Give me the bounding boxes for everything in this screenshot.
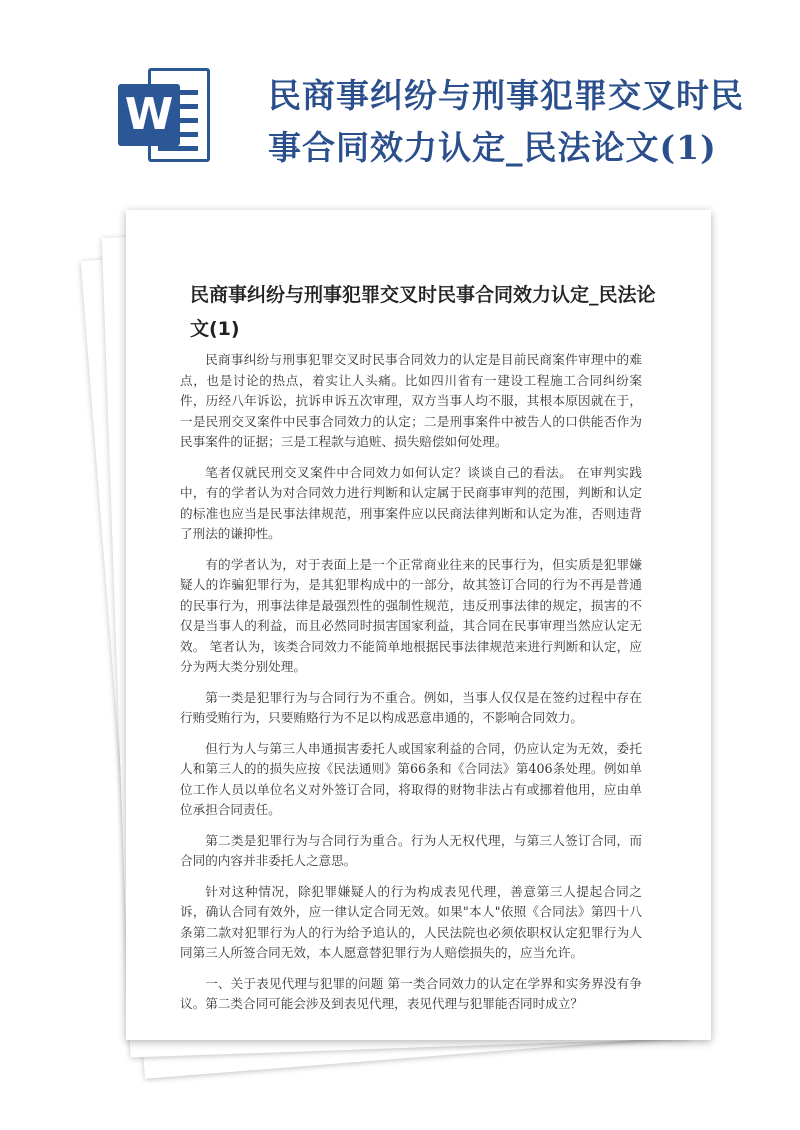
paragraph: 第一类是犯罪行为与合同行为不重合。例如，当事人仅仅是在签约过程中存在行贿受贿行为，只要贿赂行为不足以构成恶意串通的，不影响合同效力。 (180, 689, 642, 725)
word-line-icon (158, 146, 198, 151)
paragraph: 第二类是犯罪行为与合同行为重合。行为人无权代理，与第三人签订合同，而合同的内容并非委托人之意思。 (180, 832, 642, 868)
paragraph: 一、关于表见代理与犯罪的问题 第一类合同效力的认定在学界和实务界没有争议。第二类合同可能会涉及到表见代理，表见代理与犯罪能否同时成立？ (180, 975, 642, 1011)
header-title: 民商事纠纷与刑事犯罪交叉时民事合同效力认定_民法论文(1) (268, 76, 744, 167)
document-body (180, 350, 642, 1025)
paragraph: 针对这种情况，除犯罪嫌疑人的行为构成表见代理，善意第三人提起合同之诉，确认合同有效外，应一律认定合同无效。如果"本人"依照《合同法》第四十八条第二款对犯罪行为人的行为给予追认的，人民法院也必须依职权认定犯罪行为人同第三人所签合同无效，本人愿意替犯罪行为人赔偿损失的，应当允许。 (180, 883, 642, 960)
document-page (126, 210, 711, 1040)
paragraph: 民商事纠纷与刑事犯罪交叉时民事合同效力的认定是目前民商案件审理中的难点，也是讨论的热点，着实让人头痛。比如四川省有一建设工程施工合同纠纷案件，历经八年诉讼，抗诉申诉五次审理，双方当事人均不服，其根本原因就在于，一是民刑交叉案件中民事合同效力的认定；二是刑事案件中被告人的口供能否作为民事案件的证据；三是工程款与追赃、损失赔偿如何处理。 (180, 352, 642, 449)
paragraph: 笔者仅就民刑交叉案件中合同效力如何认定？谈谈自己的看法。 在审判实践中，有的学者认为对合同效力进行判断和认定属于民商事审判的范围，判断和认定的标准也应当是民事法律规范，刑事案件应以民商法律判断和认定为准，否则违背了刑法的谦抑性。 (180, 464, 642, 541)
paragraph: 有的学者认为，对于表面上是一个正常商业往来的民事行为，但实质是犯罪嫌疑人的诈骗犯罪行为，是其犯罪构成中的一部分，故其签订合同的行为不再是普通的民事行为，刑事法律是最强烈性的强制性规范，违反刑事法律的规定，损害的不仅是当事人的利益，而且必然同时损害国家利益，其合同在民事审理当然应认定无效。 笔者认为，该类合同效力不能简单地根据民事法律规范来进行判断和认定，应分为两大类分别处理。 (180, 556, 642, 674)
paragraph: 但行为人与第三人串通损害委托人或国家利益的合同，仍应认定为无效，委托人和第三人的的损失应按《民法通则》第66条和《合同法》第406条处理。例如单位工作人员以单位名义对外签订合同，将取得的财物非法占有或挪着他用，应由单位承担合同责任。 (180, 740, 642, 817)
document-title: 民商事纠纷与刑事犯罪交叉时民事合同效力认定_民法论文(1) (190, 284, 656, 340)
header (0, 0, 800, 200)
word-document-icon (118, 68, 214, 164)
word-w-badge: W (118, 84, 180, 146)
